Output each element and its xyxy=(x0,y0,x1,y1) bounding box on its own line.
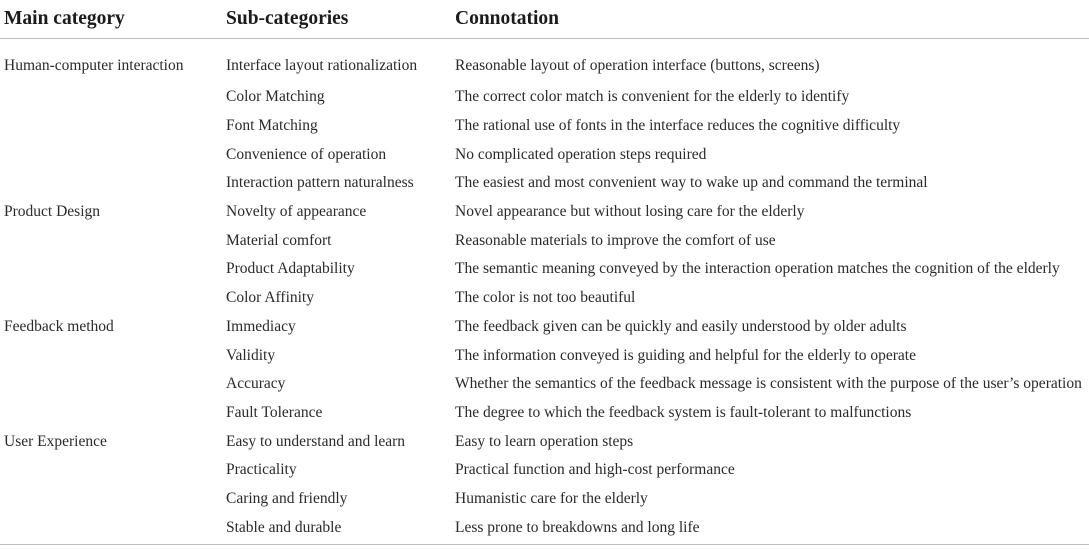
table-row xyxy=(0,83,1089,112)
sub-category-cell: Novelty of appearance xyxy=(226,203,367,221)
table-row xyxy=(0,169,1089,198)
connotation-cell: The semantic meaning conveyed by the interaction operation matches the cognition of the elderly xyxy=(455,260,1060,278)
table-row xyxy=(0,399,1089,428)
table-row xyxy=(0,140,1089,169)
main-category-cell xyxy=(0,112,222,141)
sub-category-cell: Material comfort xyxy=(226,231,332,249)
connotation-cell: The correct color match is convenient for the elderly to identify xyxy=(455,88,850,106)
table-row xyxy=(0,226,1089,255)
table-row xyxy=(0,255,1089,284)
main-category-cell: Product Design xyxy=(4,203,101,221)
sub-category-cell: Easy to understand and learn xyxy=(226,432,406,450)
connotation-cell: The easiest and most convenient way to wake up and command the terminal xyxy=(455,174,928,192)
main-category-cell xyxy=(0,140,222,169)
connotation-cell: No complicated operation steps required xyxy=(455,145,707,163)
sub-category-cell: Stable and durable xyxy=(226,518,342,536)
connotation-cell: Novel appearance but without losing care for the elderly xyxy=(455,203,805,221)
table-row xyxy=(0,112,1089,141)
connotation-cell: Reasonable materials to improve the comfort of use xyxy=(455,231,776,249)
table-row xyxy=(0,313,1089,342)
main-category-cell xyxy=(0,370,222,399)
sub-category-cell: Immediacy xyxy=(226,317,296,335)
sub-category-cell: Font Matching xyxy=(226,117,318,135)
connotation-cell: Humanistic care for the elderly xyxy=(455,489,648,507)
main-category-cell xyxy=(0,456,222,485)
table-row xyxy=(0,427,1089,456)
sub-category-cell: Convenience of operation xyxy=(226,145,387,163)
connotation-cell: The feedback given can be quickly and easily understood by older adults xyxy=(455,317,907,335)
header-row xyxy=(0,0,1089,39)
header-connotation: Connotation xyxy=(451,0,1089,39)
table-row xyxy=(0,456,1089,485)
connotation-cell: Less prone to breakdowns and long life xyxy=(455,518,700,536)
sub-category-cell: Color Matching xyxy=(226,88,325,106)
sub-category-cell: Caring and friendly xyxy=(226,489,348,507)
table-row xyxy=(0,341,1089,370)
header-main-category: Main category xyxy=(0,0,222,39)
main-category-cell xyxy=(0,341,222,370)
main-category-cell: Feedback method xyxy=(4,317,114,335)
table-row xyxy=(0,370,1089,399)
table-row xyxy=(0,485,1089,514)
connotation-cell: The degree to which the feedback system is fault-tolerant to malfunctions xyxy=(455,403,912,421)
connotation-cell: Reasonable layout of operation interface (buttons, screens) xyxy=(455,57,820,74)
header-sub-categories: Sub-categories xyxy=(222,0,451,39)
sub-category-cell: Fault Tolerance xyxy=(226,403,323,421)
table-bottom-rule xyxy=(0,544,1089,545)
main-category-cell xyxy=(0,255,222,284)
main-category-cell xyxy=(0,226,222,255)
main-category-cell xyxy=(0,399,222,428)
connotation-cell: Practical function and high-cost performance xyxy=(455,461,735,479)
sub-category-cell: Interaction pattern naturalness xyxy=(226,174,414,192)
sub-category-cell: Color Affinity xyxy=(226,289,314,307)
connotation-cell: Whether the semantics of the feedback message is consistent with the purpose of the user’s operation xyxy=(455,375,1082,393)
connotation-cell: Easy to learn operation steps xyxy=(455,432,634,450)
sub-category-cell: Interface layout rationalization xyxy=(226,57,418,74)
sub-category-cell: Product Adaptability xyxy=(226,260,355,278)
main-category-cell xyxy=(0,284,222,313)
main-category-cell: Human-computer interaction xyxy=(4,57,184,74)
sub-category-cell: Validity xyxy=(226,346,276,364)
sub-category-cell: Practicality xyxy=(226,461,297,479)
main-category-cell: User Experience xyxy=(4,432,107,450)
connotation-cell: The color is not too beautiful xyxy=(455,289,636,307)
table-row xyxy=(0,39,1089,84)
table-row xyxy=(0,284,1089,313)
table-row xyxy=(0,198,1089,227)
sub-category-cell: Accuracy xyxy=(226,375,286,393)
connotation-cell: The rational use of fonts in the interface reduces the cognitive difficulty xyxy=(455,117,901,135)
main-category-cell xyxy=(0,169,222,198)
connotation-cell: The information conveyed is guiding and helpful for the elderly to operate xyxy=(455,346,916,364)
main-category-cell xyxy=(0,485,222,514)
main-category-cell xyxy=(0,83,222,112)
